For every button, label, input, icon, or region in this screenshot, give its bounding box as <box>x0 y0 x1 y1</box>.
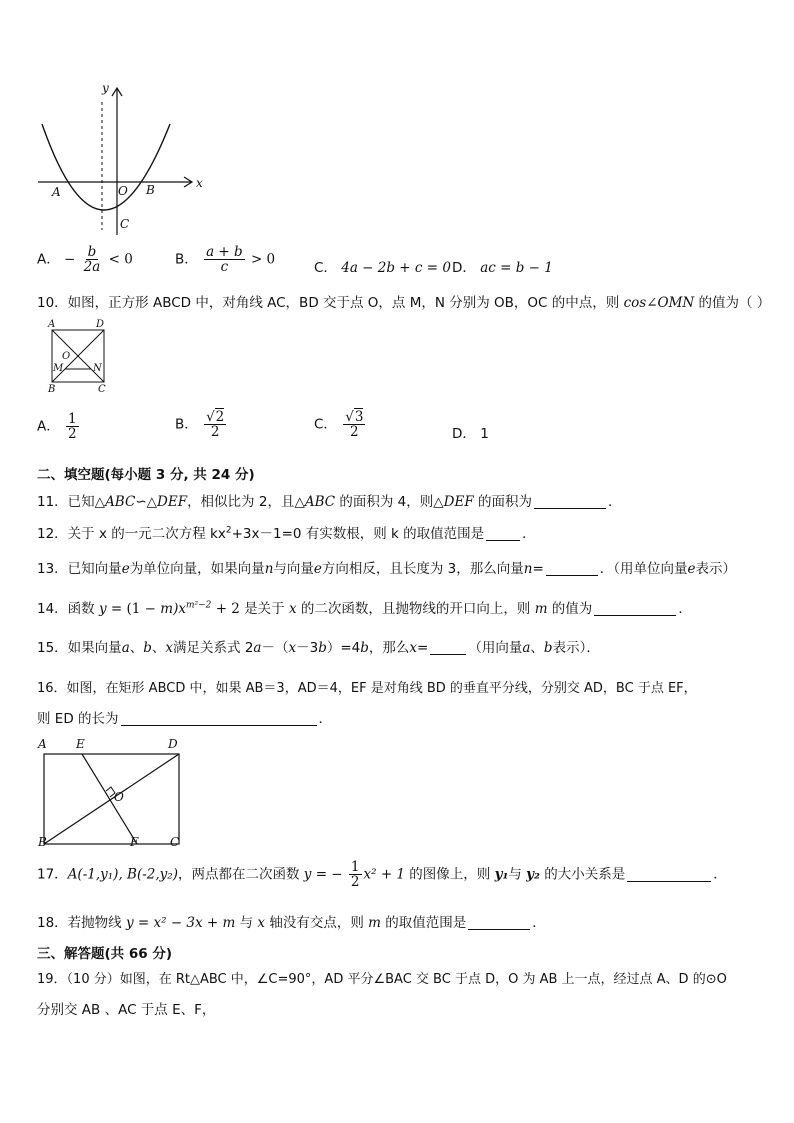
q9-option-c: C． 4a − 2b + c = 0 <box>314 260 451 276</box>
q10-option-d: D． 1 <box>452 426 489 442</box>
q14: 14．函数 $y = (1 - m)x^{m^2-2} + 2$ 是关于 x 的二次函数，且抛物线的开口向上，则 m 的值为 ． <box>37 600 692 617</box>
point-c-label: C <box>120 217 130 231</box>
rect-label-o: O <box>114 790 124 804</box>
rect-label-b: B <box>38 835 47 849</box>
rect-label-f: F <box>130 835 139 849</box>
q10-option-a: A． $\frac{1}{2}$ <box>37 411 77 443</box>
rect-label-a: A <box>38 737 47 751</box>
rectangle-figure <box>34 734 194 854</box>
square-figure <box>40 316 120 396</box>
q19-line-1: 19．（10 分）如图，在 Rt△ABC 中，∠C=90°，AD 平分∠BAC 交 BC 于点 D，O 为 AB 上一点，经过点 A、D 的⊙O <box>37 972 727 987</box>
q18: 18．若抛物线 y = x² − 3x + m 与 x 轴没有交点，则 m 的取值范围是 ． <box>37 915 546 931</box>
point-a-label: A <box>52 185 61 199</box>
q10-option-b: B． $\frac{√2}{2}$ <box>175 409 225 441</box>
q9-option-a: A． − $\frac{b}{2a}$ < 0 <box>37 244 133 276</box>
rect-label-d: D <box>168 737 178 751</box>
sq-label-c: C <box>98 384 106 395</box>
q10-option-c: C． $\frac{√3}{2}$ <box>314 409 364 441</box>
section-3-heading: 三、解答题(共 66 分) <box>37 946 173 962</box>
x-axis-label: x <box>196 176 203 190</box>
q16-answer-blank[interactable] <box>121 711 317 726</box>
q10-stem: 10．如图，正方形 ABCD 中，对角线 AC，BD 交于点 O，点 M，N 分别为 OB，OC 的中点，则 cos∠OMN 的值为（ ） <box>37 295 771 311</box>
q14-answer-blank[interactable] <box>594 601 676 616</box>
q16-line-1: 16．如图，在矩形 ABCD 中，如果 AB＝3，AD＝4，EF 是对角线 BD 的垂直平分线，分别交 AD，BC 于点 EF， <box>37 681 697 696</box>
sq-label-b: B <box>48 384 56 395</box>
q16-line-2: 则 ED 的长为 ． <box>37 711 333 727</box>
q9-option-b: B． $\frac{a + b}{c}$ > 0 <box>175 244 276 276</box>
sq-label-a: A <box>48 319 56 330</box>
q11: 11．已知△ABC∽△DEF，相似比为 2，且△ABC 的面积为 4，则△DEF 的面积为 ． <box>37 494 622 510</box>
q18-answer-blank[interactable] <box>468 915 530 930</box>
parabola-figure <box>34 80 224 240</box>
q9-option-d: D． ac = b − 1 <box>452 260 553 276</box>
point-o-label: O <box>118 184 128 198</box>
q17-answer-blank[interactable] <box>627 867 711 882</box>
sq-label-d: D <box>96 319 105 330</box>
q15: 15．如果向量a、b、x满足关系式 2a－（x－3b）=4b，那么x= （用向量a、b表示）． <box>37 640 600 656</box>
point-b-label: B <box>146 183 155 197</box>
y-axis-label: y <box>102 81 109 95</box>
sq-label-n: N <box>93 363 102 374</box>
q11-answer-blank[interactable] <box>534 494 606 509</box>
q12-answer-blank[interactable] <box>486 526 520 541</box>
rect-label-e: E <box>76 737 85 751</box>
rect-label-c: C <box>170 835 180 849</box>
q12: 12．关于 x 的一元二次方程 $kx^2+3x-1=0$ 有实数根，则 k 的取值范围是 ． <box>37 525 536 542</box>
sq-label-m: M <box>53 363 64 374</box>
q19-line-2: 分别交 AB 、AC 于点 E、F， <box>37 1002 216 1018</box>
section-2-heading: 二、填空题(每小题 3 分, 共 24 分) <box>37 467 255 483</box>
sq-label-o: O <box>62 351 71 362</box>
q15-answer-blank[interactable] <box>430 640 466 655</box>
q13: 13．已知向量e为单位向量，如果向量n与向量e方向相反，且长度为 3，那么向量n= ．（用单位向量e表示） <box>37 561 737 577</box>
q17: 17．A(-1,y₁), B(-2,y₂)，两点都在二次函数 y = − $\frac{1}{2}$ x² + 1 的图像上，则 y₁与 y₂ 的大小关系是 ． <box>37 859 727 891</box>
q13-answer-blank[interactable] <box>546 561 598 576</box>
